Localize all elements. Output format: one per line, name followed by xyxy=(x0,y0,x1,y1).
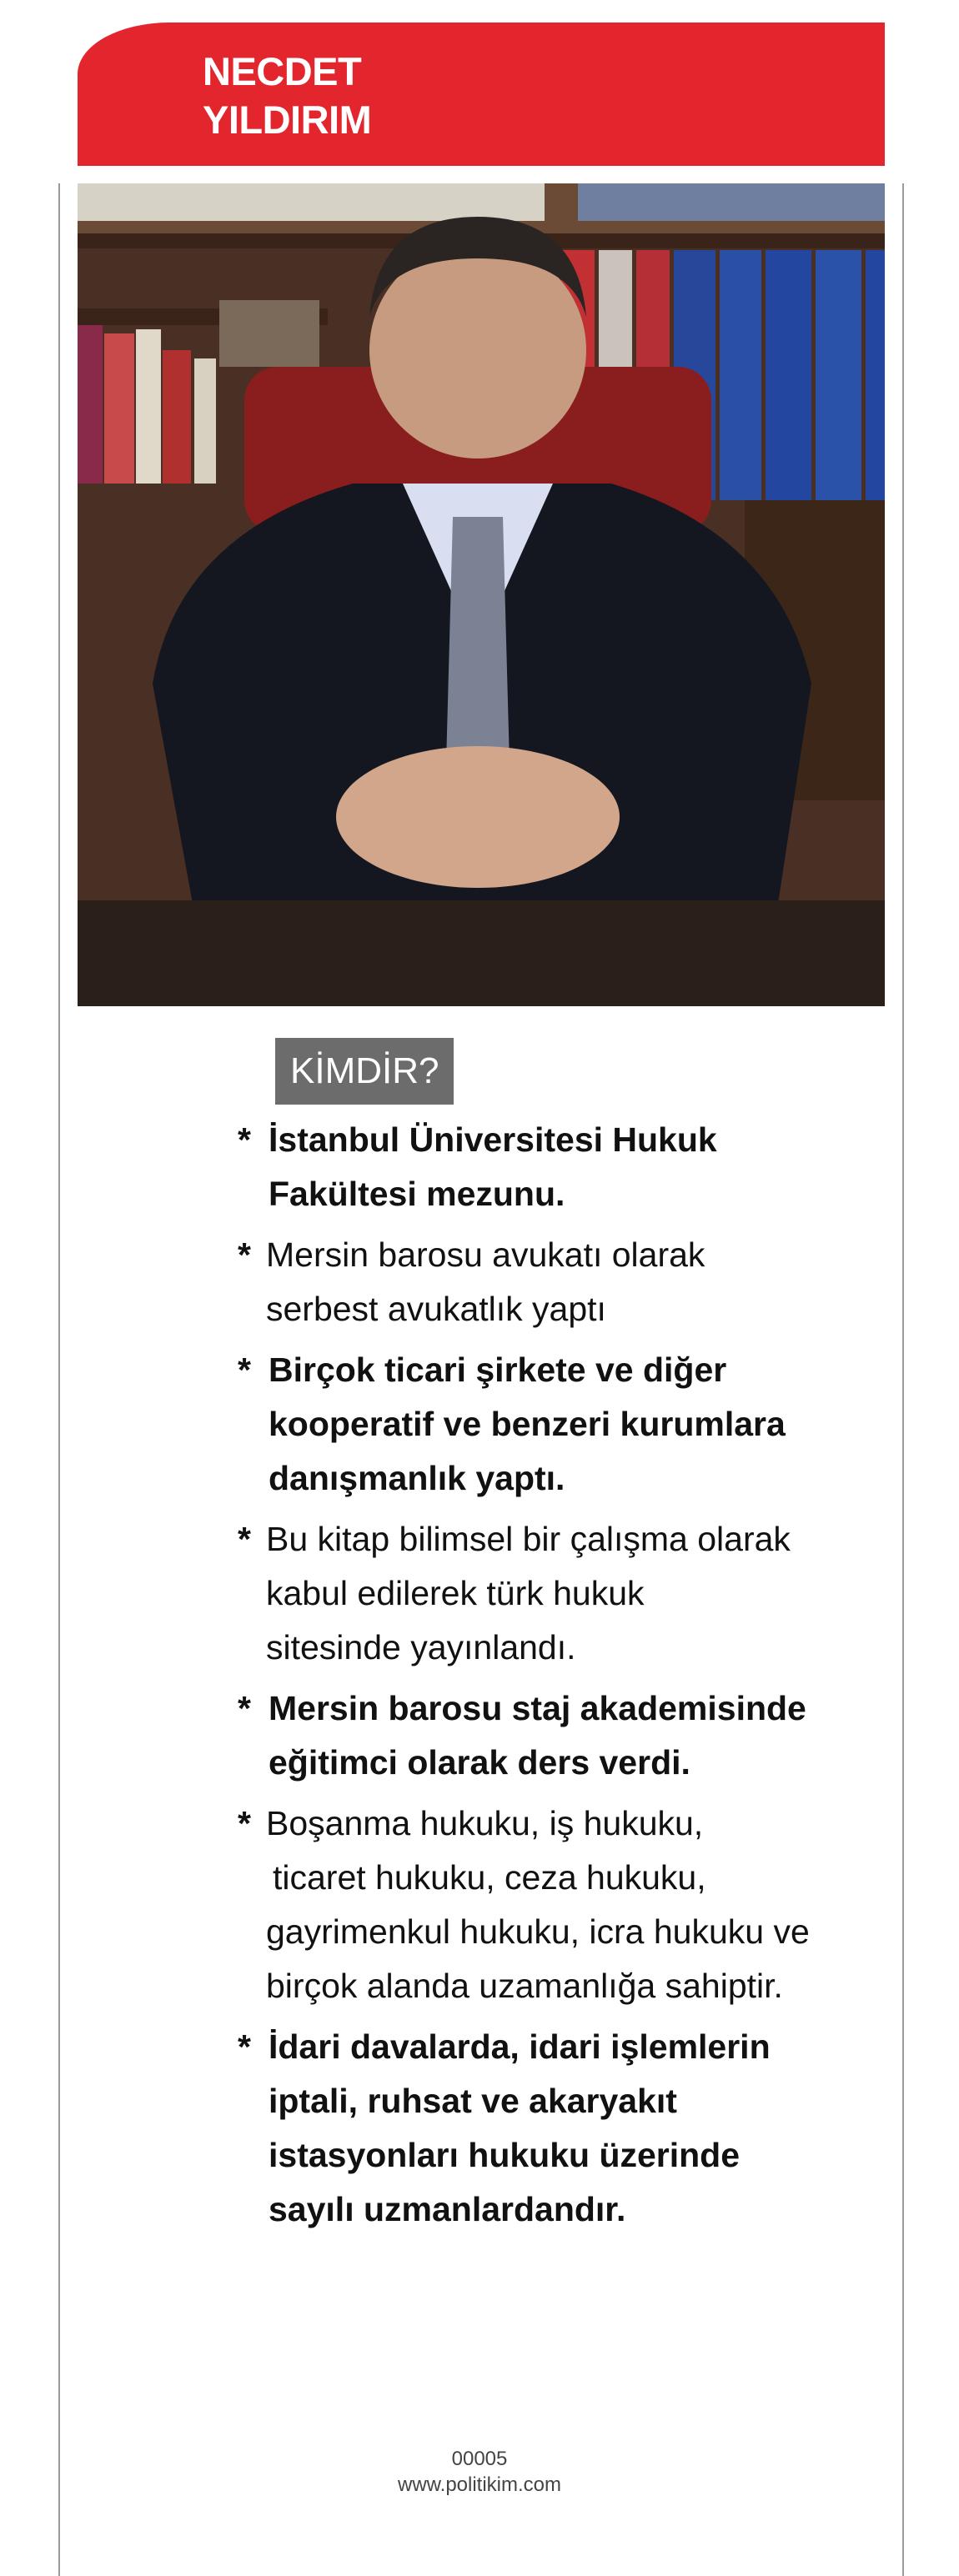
bullet-star: * xyxy=(238,1235,251,1274)
bullet-star: * xyxy=(238,2027,251,2066)
bio-line: serbest avukatlık yaptı xyxy=(266,1290,606,1328)
bio-item-text xyxy=(238,1512,821,1675)
bio-line: istasyonları hukuku üzerinde xyxy=(269,2136,741,2174)
bio-line: İstanbul Üniversitesi Hukuk xyxy=(269,1120,717,1159)
bio-item-text xyxy=(238,1797,821,2013)
bio-line: iptali, ruhsat ve akaryakıt xyxy=(269,2082,677,2120)
bio-line: kabul edilerek türk hukuk xyxy=(266,1574,645,1612)
bio-item-text xyxy=(238,1228,821,1336)
bio-line: gayrimenkul hukuku, icra hukuku ve xyxy=(266,1912,810,1951)
bio-item xyxy=(238,1512,821,1675)
bullet-star: * xyxy=(238,1804,251,1842)
page-number: 00005 xyxy=(451,2448,508,2470)
bio-line: ticaret hukuku, ceza hukuku, xyxy=(273,1858,706,1897)
bio-item xyxy=(238,1681,821,1790)
bullet-star: * xyxy=(238,1351,251,1389)
bio-item xyxy=(238,1228,821,1336)
bio-line: Mersin barosu staj akademisinde xyxy=(269,1689,806,1727)
bullet-star: * xyxy=(238,1120,251,1159)
bio-item xyxy=(238,1343,821,1506)
bio-line: eğitimci olarak ders verdi. xyxy=(269,1743,690,1782)
bio-item-text xyxy=(238,1113,821,1221)
bio-list xyxy=(238,1113,821,2243)
bio-item-text xyxy=(238,1681,821,1790)
bullet-star: * xyxy=(238,1520,251,1558)
bio-line: sitesinde yayınlandı. xyxy=(266,1628,576,1666)
portrait-photo xyxy=(78,183,885,1006)
bio-line: Mersin barosu avukatı olarak xyxy=(266,1235,705,1274)
bio-line: Boşanma hukuku, iş hukuku, xyxy=(266,1804,704,1842)
bio-line: Fakültesi mezunu. xyxy=(269,1175,565,1213)
bio-item-text xyxy=(238,1343,821,1506)
bio-item xyxy=(238,2020,821,2237)
bio-line: danışmanlık yaptı. xyxy=(269,1459,565,1497)
right-frame-border xyxy=(902,183,904,2576)
bio-line: sayılı uzmanlardandır. xyxy=(269,2190,626,2228)
name-line-first: NECDET xyxy=(203,49,362,93)
bio-line: Birçok ticari şirkete ve diğer xyxy=(269,1351,727,1389)
name-line-last: YILDIRIM xyxy=(203,98,372,142)
bullet-star: * xyxy=(238,1689,251,1727)
person-name xyxy=(203,48,371,144)
website-link[interactable]: www.politikim.com xyxy=(397,2473,562,2496)
bio-line: İdari davalarda, idari işlemlerin xyxy=(269,2027,771,2066)
bio-line: birçok alanda uzamanlığa sahiptir. xyxy=(266,1967,783,2005)
name-header xyxy=(78,23,885,166)
bio-line: kooperatif ve benzeri kurumlara xyxy=(269,1405,786,1443)
page-footer xyxy=(0,2446,959,2498)
bio-item xyxy=(238,1113,821,1221)
bio-item-text xyxy=(238,2020,821,2237)
bio-line: Bu kitap bilimsel bir çalışma olarak xyxy=(266,1520,791,1558)
bio-item xyxy=(238,1797,821,2013)
left-frame-border xyxy=(58,183,60,2576)
section-title: KİMDİR? xyxy=(275,1038,454,1105)
